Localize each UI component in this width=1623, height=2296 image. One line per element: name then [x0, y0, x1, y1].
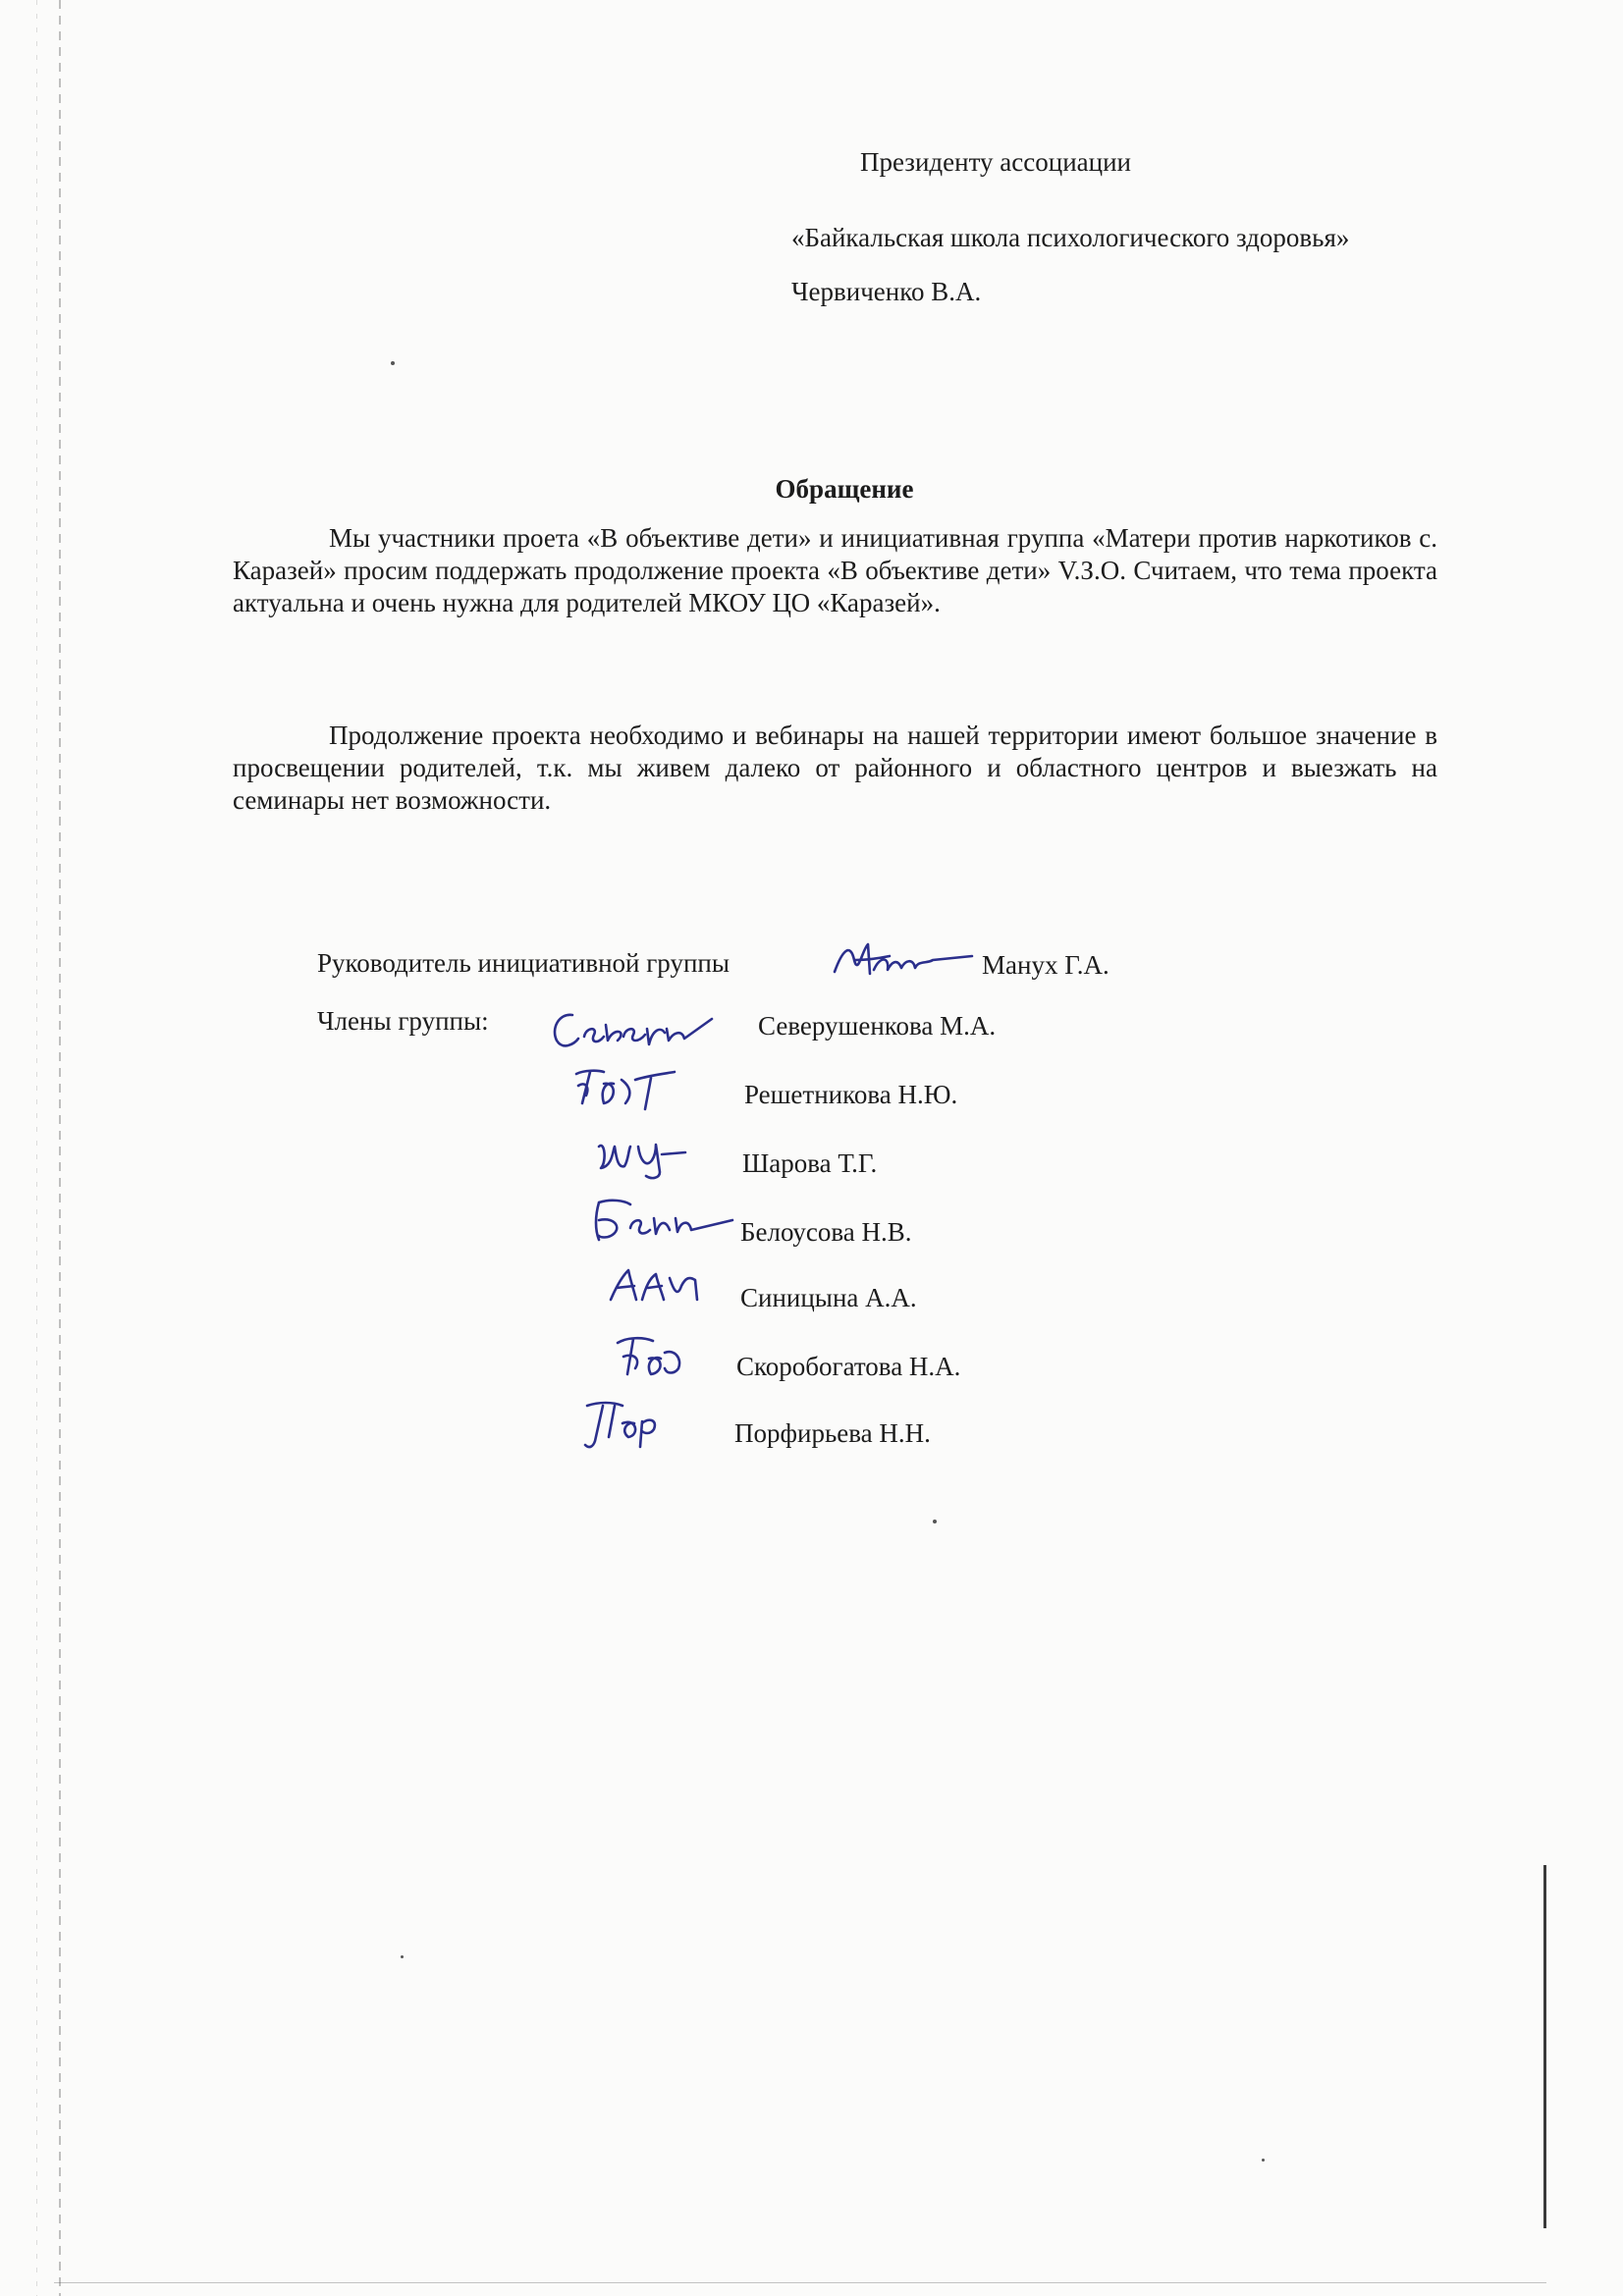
paragraph-1: Мы участники проета «В объективе дети» и инициативная группа «Матери против наркотиков с. Каразей» просим поддержать продолжение проекта «В объективе дети» V.З.О. Считаем, что тема проекта актуальна и очень нужна для родителей МКОУ ЦО «Каразей».: [233, 523, 1437, 617]
member-signature-6: [604, 1325, 722, 1384]
member-name-3: Шарова Т.Г.: [742, 1148, 878, 1178]
scan-edge-mark: [59, 0, 61, 2296]
member-name-1: Северушенкова М.А.: [758, 1011, 997, 1041]
document-title: Обращение: [775, 474, 914, 504]
member-signature-1: [545, 1001, 722, 1055]
scan-edge-mark: [54, 2282, 1546, 2283]
leader-label: Руководитель инициативной группы: [317, 948, 730, 978]
scan-speck: [391, 361, 395, 365]
member-signature-7: [579, 1392, 697, 1456]
member-signature-2: [565, 1060, 702, 1114]
scan-speck: [933, 1520, 937, 1523]
addressee-line-2: «Байкальская школа психологического здоровья»: [791, 223, 1350, 252]
leader-name: Манух Г.А.: [982, 950, 1109, 980]
paragraph-2: Продолжение проекта необходимо и вебинары на нашей территории имеют большое значение в просвещении родителей, т.к. мы живем далеко от районного и областного центров и выезжать на семинары нет возможности.: [233, 721, 1437, 815]
member-name-7: Порфирьева Н.Н.: [734, 1418, 931, 1448]
member-signature-4: [585, 1191, 742, 1250]
member-signature-5: [601, 1256, 719, 1310]
member-name-4: Белоусова Н.В.: [740, 1217, 912, 1247]
member-name-6: Скоробогатова Н.А.: [736, 1352, 961, 1381]
scan-edge-mark: [36, 0, 37, 2296]
scan-speck: [401, 1955, 404, 1958]
addressee-line-1: Президенту ассоциации: [860, 147, 1131, 177]
leader-signature: [825, 931, 982, 989]
addressee-line-3: Червиченко В.А.: [791, 277, 982, 306]
member-name-2: Решетникова Н.Ю.: [744, 1080, 958, 1109]
scan-speck: [1262, 2159, 1265, 2162]
member-signature-3: [587, 1127, 695, 1181]
scan-edge-mark: [1543, 1865, 1546, 2228]
member-name-5: Синицына А.А.: [740, 1283, 917, 1312]
members-label: Члены группы:: [317, 1006, 489, 1036]
